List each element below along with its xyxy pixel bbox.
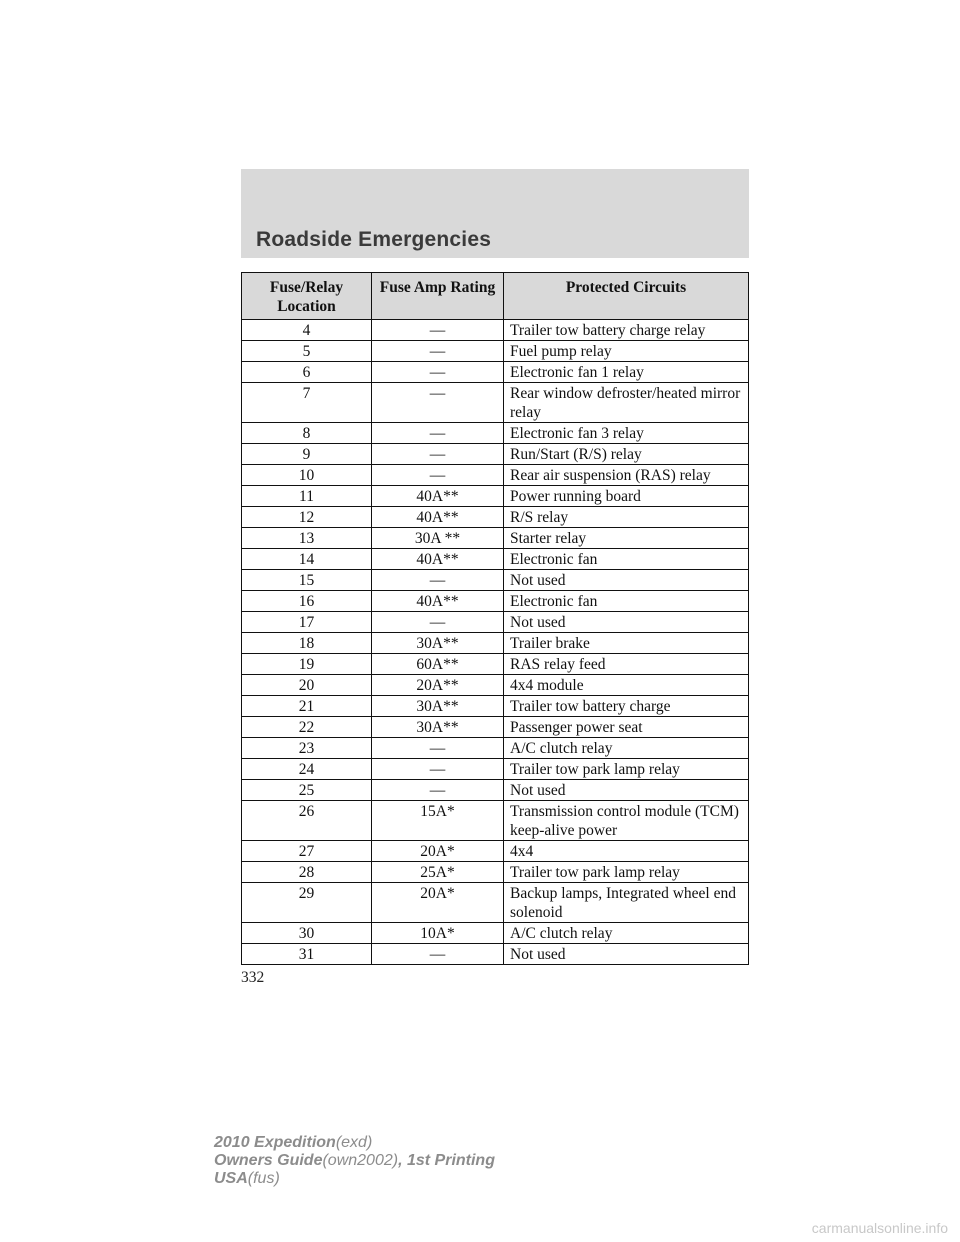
table-row (242, 923, 749, 944)
cell-amp-rating: 20A** (372, 675, 504, 696)
table-row (242, 341, 749, 362)
section-title: Roadside Emergencies (256, 228, 492, 251)
cell-amp-rating: — (372, 944, 504, 965)
cell-location: 16 (242, 591, 372, 612)
cell-protected-circuit: Electronic fan (504, 549, 749, 570)
cell-amp-rating: 30A** (372, 633, 504, 654)
table-row (242, 362, 749, 383)
cell-protected-circuit: Starter relay (504, 528, 749, 549)
cell-protected-circuit: Not used (504, 780, 749, 801)
cell-protected-circuit: Trailer tow park lamp relay (504, 759, 749, 780)
cell-protected-circuit: Electronic fan 1 relay (504, 362, 749, 383)
cell-protected-circuit: Trailer tow battery charge (504, 696, 749, 717)
cell-location: 20 (242, 675, 372, 696)
table-row (242, 738, 749, 759)
footer-guide: Owners Guide (214, 1152, 323, 1169)
cell-location: 9 (242, 444, 372, 465)
cell-amp-rating: 40A** (372, 549, 504, 570)
cell-protected-circuit: Trailer tow park lamp relay (504, 862, 749, 883)
table-row (242, 383, 749, 423)
header-protected-circuits: Protected Circuits (504, 273, 749, 320)
cell-amp-rating: — (372, 444, 504, 465)
cell-protected-circuit: 4x4 module (504, 675, 749, 696)
header-amp-rating: Fuse Amp Rating (372, 273, 504, 320)
cell-amp-rating: 20A* (372, 883, 504, 923)
footer-line-1 (214, 1134, 495, 1152)
cell-protected-circuit: A/C clutch relay (504, 738, 749, 759)
cell-location: 27 (242, 841, 372, 862)
cell-location: 8 (242, 423, 372, 444)
cell-amp-rating: — (372, 780, 504, 801)
footer-market: USA (214, 1170, 248, 1187)
cell-location: 17 (242, 612, 372, 633)
cell-location: 19 (242, 654, 372, 675)
footer-printing: , 1st Printing (398, 1152, 495, 1169)
table-row (242, 528, 749, 549)
watermark: carmanualsonline.info (811, 1220, 948, 1236)
cell-protected-circuit: Run/Start (R/S) relay (504, 444, 749, 465)
cell-location: 12 (242, 507, 372, 528)
table-header-row (242, 273, 749, 320)
table-row (242, 944, 749, 965)
cell-protected-circuit: Transmission control module (TCM) keep-alive power (504, 801, 749, 841)
table-row (242, 801, 749, 841)
cell-protected-circuit: R/S relay (504, 507, 749, 528)
header-location: Fuse/Relay Location (242, 273, 372, 320)
cell-amp-rating: — (372, 612, 504, 633)
cell-amp-rating: 30A** (372, 696, 504, 717)
cell-amp-rating: 40A** (372, 591, 504, 612)
cell-amp-rating: 60A** (372, 654, 504, 675)
cell-protected-circuit: Trailer tow battery charge relay (504, 320, 749, 341)
cell-protected-circuit: 4x4 (504, 841, 749, 862)
cell-amp-rating: — (372, 423, 504, 444)
cell-amp-rating: — (372, 320, 504, 341)
cell-location: 11 (242, 486, 372, 507)
cell-location: 4 (242, 320, 372, 341)
table-row (242, 717, 749, 738)
table-row (242, 486, 749, 507)
cell-amp-rating: — (372, 570, 504, 591)
cell-amp-rating: 30A ** (372, 528, 504, 549)
cell-location: 5 (242, 341, 372, 362)
cell-amp-rating: 40A** (372, 486, 504, 507)
cell-location: 10 (242, 465, 372, 486)
table-row (242, 862, 749, 883)
cell-location: 7 (242, 383, 372, 423)
cell-location: 21 (242, 696, 372, 717)
table-body (242, 320, 749, 965)
cell-protected-circuit: Trailer brake (504, 633, 749, 654)
cell-location: 22 (242, 717, 372, 738)
cell-location: 15 (242, 570, 372, 591)
footer-guide-code: (own2002) (322, 1152, 399, 1169)
cell-protected-circuit: Not used (504, 570, 749, 591)
footer-market-code: (fus) (247, 1170, 280, 1187)
cell-protected-circuit: Rear window defroster/heated mirror relay (504, 383, 749, 423)
table-row (242, 465, 749, 486)
cell-protected-circuit: Electronic fan (504, 591, 749, 612)
table-row (242, 507, 749, 528)
cell-amp-rating: 40A** (372, 507, 504, 528)
cell-protected-circuit: Not used (504, 944, 749, 965)
cell-amp-rating: — (372, 383, 504, 423)
cell-amp-rating: 30A** (372, 717, 504, 738)
cell-location: 31 (242, 944, 372, 965)
cell-location: 24 (242, 759, 372, 780)
cell-amp-rating: — (372, 465, 504, 486)
cell-protected-circuit: Not used (504, 612, 749, 633)
footer-line-3 (214, 1170, 495, 1188)
footer-model-code: (exd) (335, 1134, 373, 1151)
cell-protected-circuit: Electronic fan 3 relay (504, 423, 749, 444)
table-row (242, 423, 749, 444)
fuse-relay-table (241, 272, 749, 965)
table-row (242, 591, 749, 612)
table-row (242, 549, 749, 570)
cell-protected-circuit: Backup lamps, Integrated wheel end solenoid (504, 883, 749, 923)
cell-amp-rating: 10A* (372, 923, 504, 944)
table-row (242, 612, 749, 633)
cell-amp-rating: 20A* (372, 841, 504, 862)
table-row (242, 654, 749, 675)
cell-location: 14 (242, 549, 372, 570)
table-row (242, 570, 749, 591)
table-row (242, 675, 749, 696)
table-row (242, 759, 749, 780)
footer-model: 2010 Expedition (214, 1134, 336, 1151)
cell-protected-circuit: Rear air suspension (RAS) relay (504, 465, 749, 486)
cell-protected-circuit: RAS relay feed (504, 654, 749, 675)
cell-location: 13 (242, 528, 372, 549)
cell-protected-circuit: Passenger power seat (504, 717, 749, 738)
table-row (242, 780, 749, 801)
table-row (242, 883, 749, 923)
cell-location: 18 (242, 633, 372, 654)
footer-print-info (214, 1134, 495, 1188)
cell-location: 28 (242, 862, 372, 883)
cell-location: 23 (242, 738, 372, 759)
table-row (242, 841, 749, 862)
cell-location: 6 (242, 362, 372, 383)
table-row (242, 444, 749, 465)
footer-line-2 (214, 1152, 495, 1170)
table-row (242, 696, 749, 717)
cell-amp-rating: — (372, 362, 504, 383)
cell-protected-circuit: A/C clutch relay (504, 923, 749, 944)
cell-location: 26 (242, 801, 372, 841)
cell-amp-rating: — (372, 738, 504, 759)
cell-amp-rating: — (372, 341, 504, 362)
cell-protected-circuit: Power running board (504, 486, 749, 507)
table-row (242, 320, 749, 341)
cell-location: 29 (242, 883, 372, 923)
cell-location: 25 (242, 780, 372, 801)
table-row (242, 633, 749, 654)
cell-amp-rating: 25A* (372, 862, 504, 883)
cell-amp-rating: — (372, 759, 504, 780)
cell-protected-circuit: Fuel pump relay (504, 341, 749, 362)
page-number: 332 (241, 969, 265, 986)
cell-location: 30 (242, 923, 372, 944)
cell-amp-rating: 15A* (372, 801, 504, 841)
